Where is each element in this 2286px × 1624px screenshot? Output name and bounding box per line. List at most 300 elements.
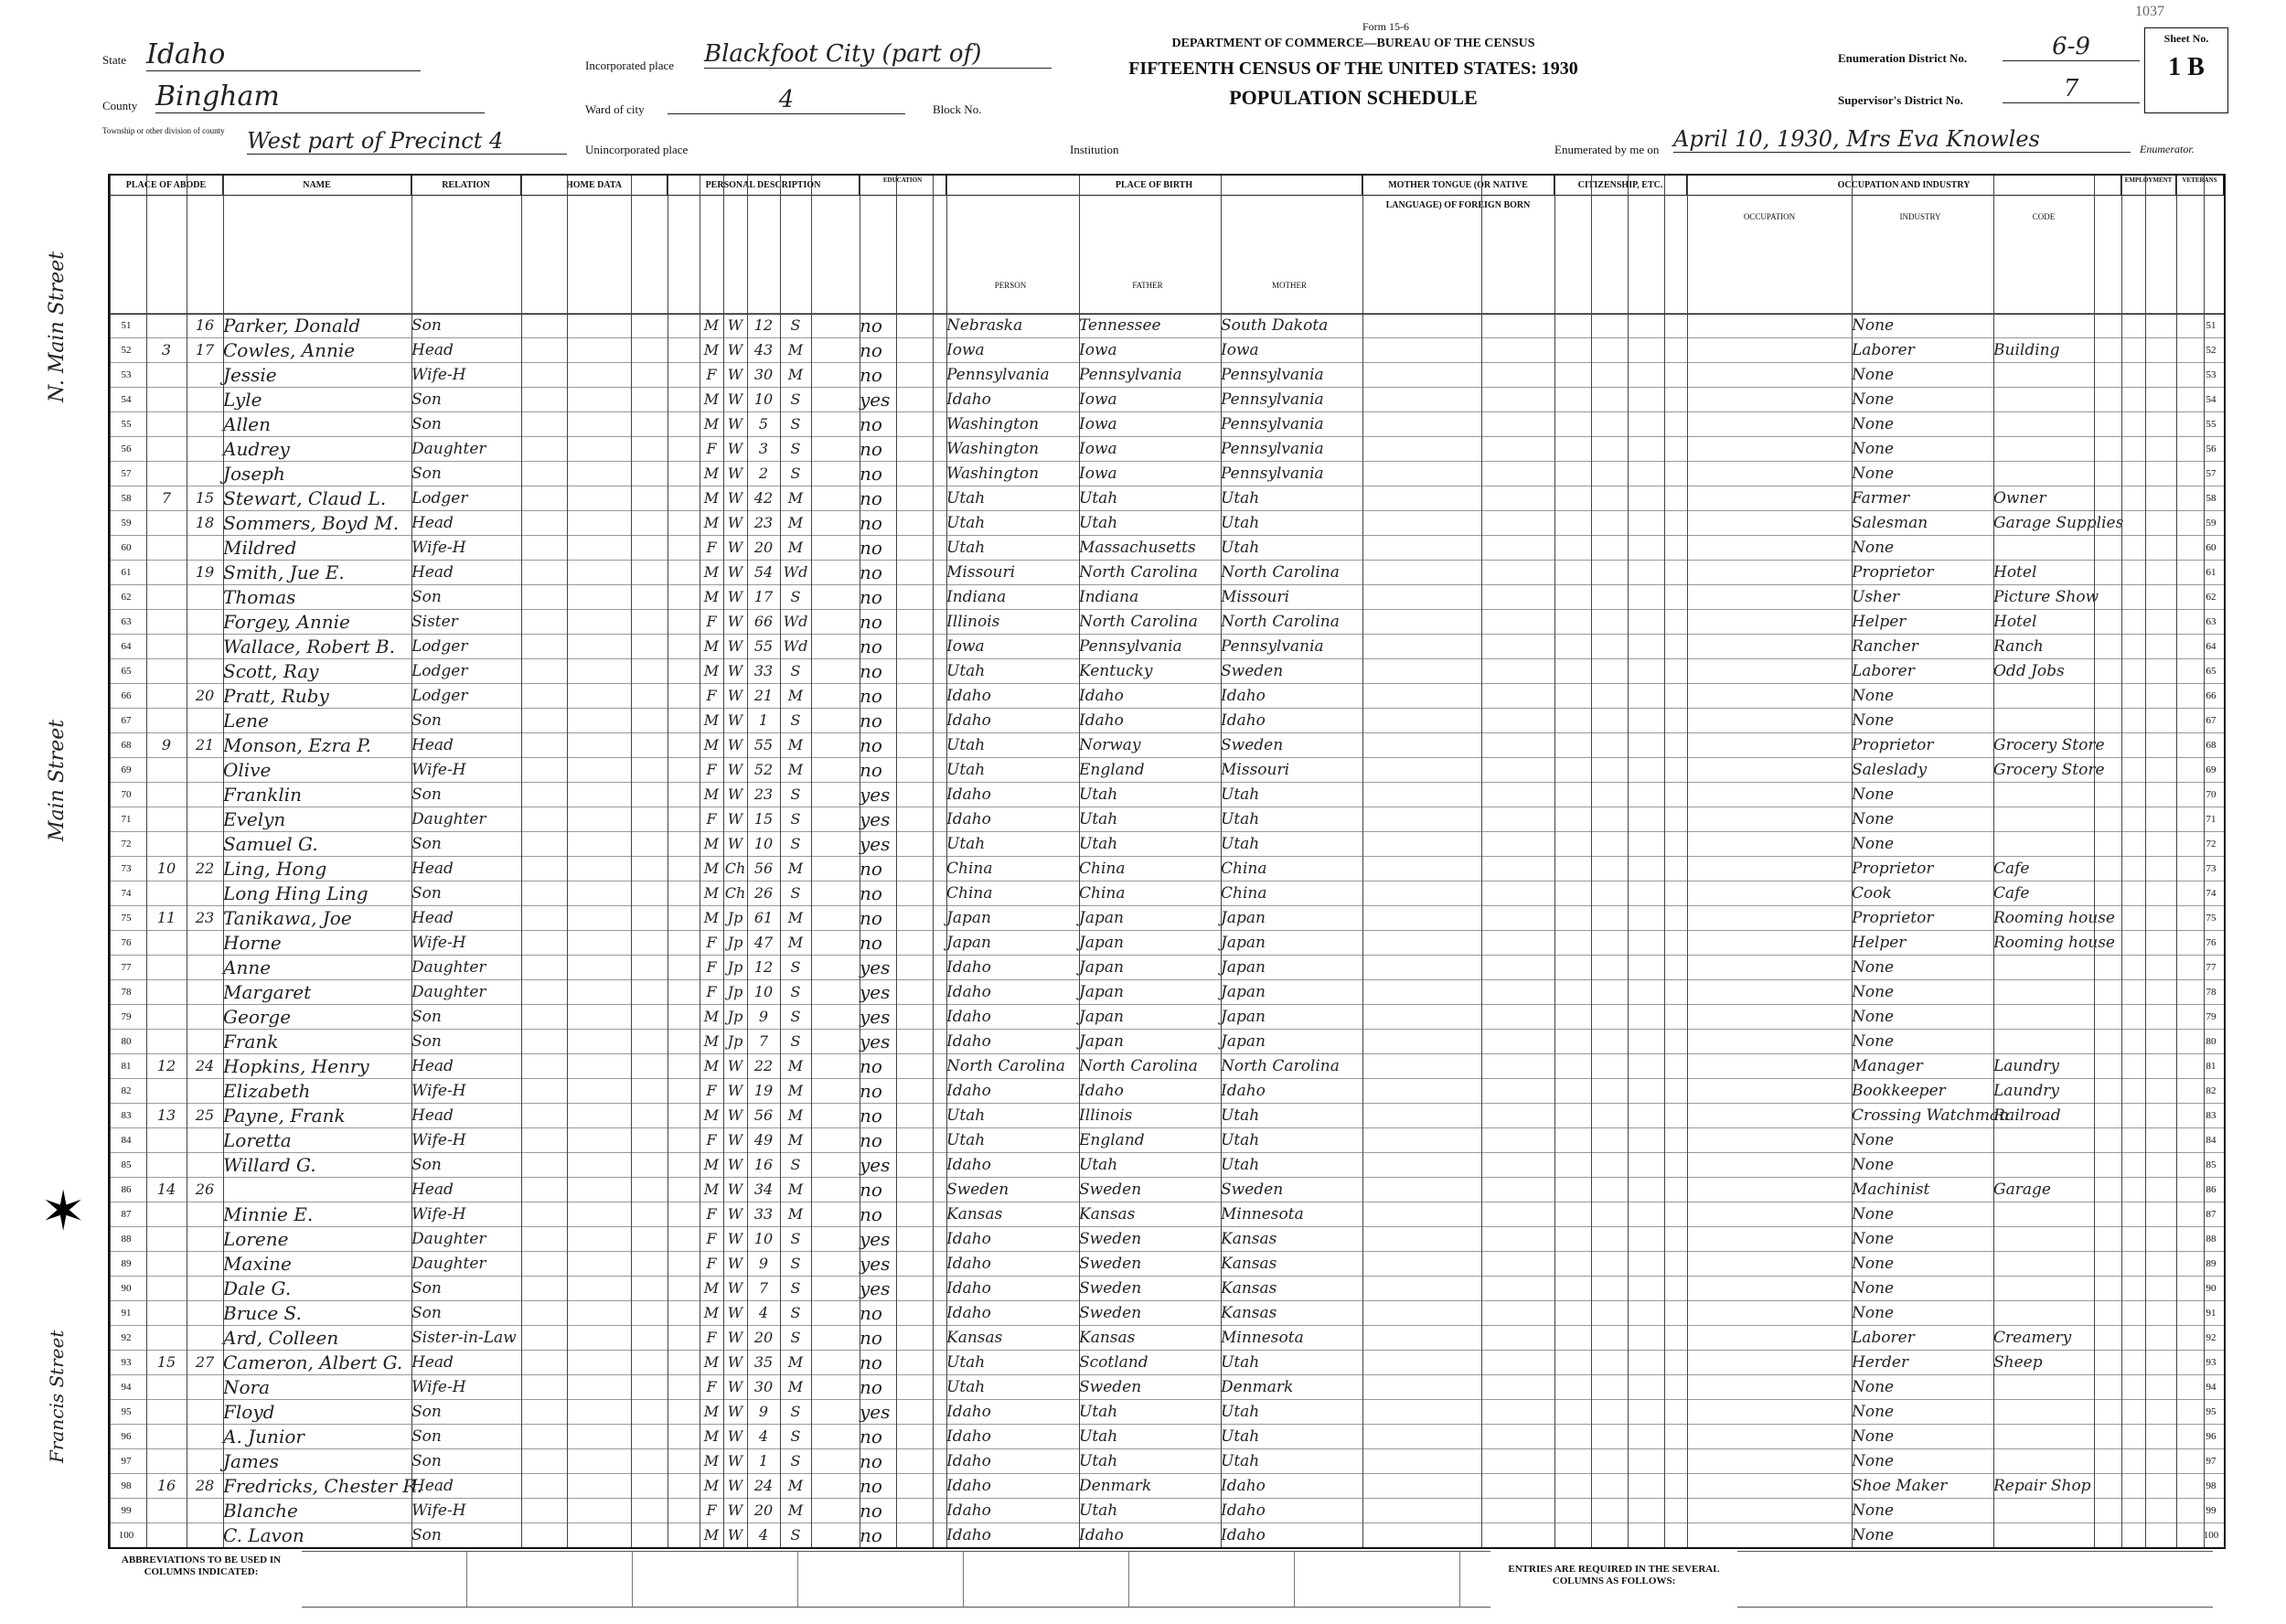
cell-ms: S (790, 440, 801, 457)
cell-ms: S (790, 1008, 801, 1025)
cell-fpob: Illinois (1079, 1106, 1133, 1125)
cell-ms: M (787, 1131, 804, 1149)
group-header: NAME (223, 176, 411, 196)
line-number: 52 (121, 345, 132, 356)
cell-sch: no (860, 1500, 882, 1522)
cell-rel: Son (411, 390, 442, 409)
cell-fpob: Japan (1079, 1032, 1124, 1051)
cell-race: Ch (724, 884, 746, 902)
census-title: FIFTEENTH CENSUS OF THE UNITED STATES: 1930 (1128, 59, 1578, 79)
cell-name: Payne, Frank (223, 1105, 346, 1127)
cell-occ: None (1852, 1156, 1895, 1174)
population-schedule-table (108, 174, 2226, 1549)
cell-ms: S (790, 1032, 801, 1050)
cell-mpob: Pennsylvania (1221, 366, 1324, 384)
cell-age: 2 (758, 465, 769, 482)
cell-fpob: Japan (1079, 934, 1124, 952)
cell-age: 9 (758, 1403, 769, 1420)
cell-race: W (727, 1526, 743, 1544)
cell-age: 1 (758, 1452, 769, 1469)
group-header: HOME DATA (521, 176, 668, 196)
table-row (110, 436, 2224, 461)
cell-occ: None (1852, 1032, 1895, 1051)
table-row (110, 1053, 2224, 1078)
cell-rel: Son (411, 1526, 442, 1544)
block-label: Block No. (933, 102, 982, 116)
cell-sex: F (706, 440, 717, 457)
cell-age: 22 (753, 1057, 774, 1074)
cell-rel: Head (411, 909, 454, 927)
line-number-right: 98 (2206, 1480, 2217, 1491)
cell-race: W (727, 637, 743, 655)
cell-ind: Garage (1993, 1181, 2051, 1199)
cell-ms: M (787, 1057, 804, 1074)
cell-occ: None (1852, 1131, 1895, 1149)
cell-sex: M (703, 1452, 720, 1469)
column-rule (946, 176, 947, 1547)
cell-occ: None (1852, 1378, 1895, 1396)
cell-mpob: Pennsylvania (1221, 390, 1324, 409)
cell-sex: F (706, 366, 717, 383)
cell-rel: Daughter (411, 1230, 486, 1248)
cell-rel: Son (411, 1279, 442, 1298)
cell-mpob: Iowa (1221, 341, 1259, 359)
cell-ms: M (787, 860, 804, 877)
cell-fam: 24 (195, 1057, 215, 1074)
cell-ms: Wd (783, 613, 808, 630)
line-number-right: 87 (2206, 1209, 2217, 1220)
cell-sex: M (703, 662, 720, 679)
supervisor-label: Supervisor's District No. (1838, 93, 1963, 107)
cell-pob: Utah (946, 736, 986, 754)
cell-dw: 16 (156, 1477, 176, 1494)
group-header: EDUCATION (860, 176, 946, 196)
cell-occ: None (1852, 415, 1895, 433)
cell-race: W (727, 440, 743, 457)
cell-rel: Wife-H (411, 1378, 466, 1396)
enumerator-label: Enumerator. (2140, 143, 2195, 155)
table-row (110, 831, 2224, 856)
line-number: 67 (121, 715, 132, 726)
cell-sch: yes (860, 389, 891, 411)
cell-rel: Son (411, 835, 442, 853)
cell-sex: M (703, 785, 720, 803)
cell-age: 23 (753, 514, 774, 531)
cell-fpob: Sweden (1079, 1255, 1142, 1273)
table-row (110, 1498, 2224, 1522)
line-number-right: 67 (2206, 715, 2217, 726)
cell-dw: 15 (156, 1353, 176, 1371)
line-number-right: 93 (2206, 1357, 2217, 1368)
cell-dw: 7 (161, 489, 172, 507)
cell-occ: Laborer (1852, 341, 1915, 359)
column-rule (1554, 176, 1555, 1547)
cell-sex: M (703, 1477, 720, 1494)
cell-race: W (727, 1156, 743, 1173)
cell-ms: S (790, 884, 801, 902)
cell-sch: no (860, 710, 882, 732)
group-header: CITIZENSHIP, ETC. (1554, 176, 1687, 196)
cell-sex: F (706, 539, 717, 556)
cell-ms: S (790, 390, 801, 408)
cell-name: Cameron, Albert G. (223, 1352, 403, 1373)
cell-occ: Proprietor (1852, 909, 1934, 927)
cell-rel: Head (411, 341, 454, 359)
cell-fpob: Scotland (1079, 1353, 1148, 1372)
cell-rel: Son (411, 1156, 442, 1174)
column-rule (1628, 176, 1629, 1547)
cell-sch: no (860, 487, 882, 509)
line-number: 96 (121, 1431, 132, 1442)
cell-name: Jessie (223, 364, 277, 386)
cell-fpob: Iowa (1079, 440, 1117, 458)
cell-mpob: Kansas (1221, 1230, 1277, 1248)
cell-sex: M (703, 514, 720, 531)
cell-fpob: Utah (1079, 785, 1118, 804)
cell-pob: Japan (946, 909, 991, 927)
cell-sex: M (703, 1032, 720, 1050)
entries-note: ENTRIES ARE REQUIRED IN THE SEVERAL COLUMNS AS FOLLOWS: (1508, 1564, 1720, 1587)
enum-district-label: Enumeration District No. (1838, 51, 1968, 65)
cell-dw: 14 (156, 1181, 176, 1198)
cell-ind: Hotel (1993, 563, 2037, 582)
cell-fpob: Utah (1079, 1452, 1118, 1470)
table-row (110, 708, 2224, 732)
cell-pob: Idaho (946, 1082, 991, 1100)
cell-occ: None (1852, 687, 1895, 705)
cell-occ: None (1852, 440, 1895, 458)
cell-name: Long Hing Ling (223, 882, 369, 904)
line-number-right: 60 (2206, 542, 2217, 553)
line-number: 60 (121, 542, 132, 553)
cell-ms: Wd (783, 637, 808, 655)
cell-rel: Son (411, 1304, 442, 1322)
line-number: 70 (121, 789, 132, 800)
cell-age: 61 (753, 909, 774, 926)
table-row (110, 1202, 2224, 1226)
cell-pob: Washington (946, 440, 1040, 458)
cell-rel: Son (411, 1008, 442, 1026)
cell-name: Elizabeth (223, 1080, 311, 1102)
cell-age: 15 (753, 810, 774, 828)
cell-name: Fredricks, Chester R. (223, 1475, 422, 1497)
cell-rel: Wife-H (411, 1205, 466, 1223)
line-number-right: 94 (2206, 1382, 2217, 1393)
cell-sch: no (860, 1352, 882, 1373)
cell-sex: M (703, 637, 720, 655)
cell-mpob: Utah (1221, 1106, 1260, 1125)
cell-sch: no (860, 1055, 882, 1077)
line-number: 75 (121, 913, 132, 924)
cell-rel: Wife-H (411, 1082, 466, 1100)
cell-mpob: Sweden (1221, 736, 1284, 754)
cell-fpob: Japan (1079, 983, 1124, 1001)
cell-mpob: Utah (1221, 1452, 1260, 1470)
cell-sex: M (703, 1279, 720, 1297)
cell-fpob: Japan (1079, 909, 1124, 927)
cell-name: Audrey (223, 438, 290, 460)
unincorporated-label: Unincorporated place (585, 143, 689, 156)
cell-sex: M (703, 1526, 720, 1544)
cell-race: W (727, 687, 743, 704)
cell-occ: Machinist (1852, 1181, 1930, 1199)
line-number-right: 76 (2206, 937, 2217, 948)
cell-name: Blanche (223, 1500, 298, 1522)
cell-race: W (727, 1230, 743, 1247)
cell-occ: Bookkeeper (1852, 1082, 1946, 1100)
table-row (110, 1177, 2224, 1202)
column-rule (1362, 176, 1363, 1547)
cell-mpob: Pennsylvania (1221, 637, 1324, 656)
cell-mpob: Pennsylvania (1221, 465, 1324, 483)
cell-sex: F (706, 613, 717, 630)
cell-sex: M (703, 415, 720, 433)
cell-sex: F (706, 1501, 717, 1519)
cell-ind: Rooming house (1993, 909, 2115, 927)
ward-label: Ward of city (585, 102, 645, 116)
cell-fpob: Idaho (1079, 1526, 1124, 1544)
group-header: MOTHER TONGUE (OR NATIVE LANGUAGE) OF FOREIGN BORN (1362, 176, 1554, 196)
cell-mpob: Utah (1221, 489, 1260, 508)
cell-name: Scott, Ray (223, 660, 319, 682)
cell-age: 24 (753, 1477, 774, 1494)
cell-ind: Creamery (1993, 1329, 2072, 1347)
cell-ms: Wd (783, 563, 808, 581)
cell-occ: None (1852, 835, 1895, 853)
cell-age: 9 (758, 1255, 769, 1272)
cell-ms: M (787, 687, 804, 704)
line-number: 100 (118, 1530, 134, 1541)
cell-pob: Washington (946, 465, 1040, 483)
column-rule (631, 176, 632, 1547)
line-number-right: 69 (2206, 764, 2217, 775)
cell-fpob: Indiana (1079, 588, 1139, 606)
cell-ms: M (787, 934, 804, 951)
cell-occ: Rancher (1852, 637, 1918, 656)
cell-occ: Laborer (1852, 1329, 1915, 1347)
cell-mpob: Japan (1221, 1008, 1266, 1026)
cell-name: Smith, Jue E. (223, 561, 345, 583)
cell-occ: None (1852, 366, 1895, 384)
line-number-right: 96 (2206, 1431, 2217, 1442)
cell-ms: S (790, 1427, 801, 1445)
sheet-label: Sheet No. (2163, 32, 2209, 45)
cell-rel: Son (411, 415, 442, 433)
cell-name: Dale G. (223, 1277, 292, 1299)
line-number-right: 100 (2203, 1530, 2219, 1541)
cell-name: Evelyn (223, 808, 286, 830)
line-number-right: 75 (2206, 913, 2217, 924)
cell-rel: Lodger (411, 489, 468, 508)
cell-sex: M (703, 465, 720, 482)
cell-ms: M (787, 761, 804, 778)
line-number-right: 51 (2206, 320, 2217, 331)
cell-ms: S (790, 711, 801, 729)
cell-ms: M (787, 489, 804, 507)
cell-pob: China (946, 860, 993, 878)
cell-name: Anne (223, 956, 272, 978)
cell-ms: S (790, 1279, 801, 1297)
cell-name: Hopkins, Henry (223, 1055, 369, 1077)
line-number-right: 81 (2206, 1061, 2217, 1072)
cell-sch: no (860, 1203, 882, 1225)
cell-ms: M (787, 1501, 804, 1519)
cell-age: 23 (753, 785, 774, 803)
cell-pob: Utah (946, 761, 986, 779)
line-number-right: 84 (2206, 1135, 2217, 1146)
cell-pob: Idaho (946, 785, 991, 804)
cell-age: 33 (753, 662, 774, 679)
cell-fpob: Iowa (1079, 465, 1117, 483)
cell-name: Lorene (223, 1228, 289, 1250)
cell-pob: North Carolina (946, 1057, 1065, 1075)
cell-sex: F (706, 958, 717, 976)
column-rule (1993, 176, 1994, 1547)
line-number: 85 (121, 1159, 132, 1170)
cell-name: Samuel G. (223, 833, 318, 855)
line-number: 51 (121, 320, 132, 331)
column-rule (1221, 176, 1222, 1547)
table-row (110, 658, 2224, 683)
cell-mpob: North Carolina (1221, 613, 1340, 631)
cell-pob: Utah (946, 489, 986, 508)
cell-name: Olive (223, 759, 272, 781)
group-header: EMPLOYMENT (2121, 176, 2176, 196)
cell-fpob: Idaho (1079, 687, 1124, 705)
cell-pob: Idaho (946, 1032, 991, 1051)
occupation-subheader: OCCUPATION (1743, 212, 1796, 221)
cell-mpob: China (1221, 884, 1267, 903)
cell-fpob: Utah (1079, 835, 1118, 853)
group-header: PLACE OF BIRTH (946, 176, 1362, 196)
cell-fpob: Pennsylvania (1079, 637, 1182, 656)
table-row (110, 1251, 2224, 1276)
cell-rel: Son (411, 465, 442, 483)
line-number-right: 66 (2206, 690, 2217, 701)
line-number: 74 (121, 888, 132, 899)
cell-mpob: Utah (1221, 514, 1260, 532)
cell-race: W (727, 1106, 743, 1124)
cell-race: W (727, 1279, 743, 1297)
cell-rel: Son (411, 711, 442, 730)
cell-sch: no (860, 1129, 882, 1151)
cell-pob: Illinois (946, 613, 1000, 631)
cell-rel: Daughter (411, 810, 486, 828)
cell-occ: Saleslady (1852, 761, 1928, 779)
cell-occ: None (1852, 1304, 1895, 1322)
cell-occ: None (1852, 1255, 1895, 1273)
group-header: VETERANS (2176, 176, 2224, 196)
birth-subheader: PERSON (994, 281, 1027, 290)
cell-ms: M (787, 1353, 804, 1371)
cell-fpob: Iowa (1079, 390, 1117, 409)
line-number: 81 (121, 1061, 132, 1072)
cell-sex: M (703, 563, 720, 581)
cell-ms: M (787, 1106, 804, 1124)
cell-rel: Son (411, 1427, 442, 1446)
cell-mpob: Idaho (1221, 711, 1266, 730)
cell-sex: F (706, 1230, 717, 1247)
cell-rel: Wife-H (411, 761, 466, 779)
cell-pob: Idaho (946, 390, 991, 409)
cell-sex: F (706, 1329, 717, 1346)
cell-age: 35 (753, 1353, 774, 1371)
column-rule (223, 176, 224, 1547)
cell-age: 26 (753, 884, 774, 902)
cell-occ: Herder (1852, 1353, 1909, 1372)
cell-ind: Building (1993, 341, 2060, 359)
cell-fam: 22 (195, 860, 215, 877)
cell-fpob: Denmark (1079, 1477, 1152, 1495)
cell-mpob: Japan (1221, 983, 1266, 1001)
cell-fam: 20 (195, 687, 215, 704)
cell-sch: no (860, 1524, 882, 1546)
cell-sex: M (703, 1427, 720, 1445)
cell-race: W (727, 588, 743, 605)
line-number: 83 (121, 1110, 132, 1121)
cell-mpob: Denmark (1221, 1378, 1294, 1396)
cell-sch: no (860, 1179, 882, 1201)
table-row (110, 1424, 2224, 1448)
cell-sex: F (706, 934, 717, 951)
cell-pob: Idaho (946, 1477, 991, 1495)
line-number-right: 79 (2206, 1011, 2217, 1022)
cell-age: 56 (753, 1106, 774, 1124)
cell-race: W (727, 1082, 743, 1099)
cell-age: 47 (753, 934, 774, 951)
cell-fpob: Kansas (1079, 1329, 1136, 1347)
table-row (110, 486, 2224, 510)
cell-ind: Cafe (1993, 884, 2030, 903)
cell-rel: Head (411, 860, 454, 878)
line-number-right: 52 (2206, 345, 2217, 356)
cell-name: Margaret (223, 981, 312, 1003)
cell-name: Joseph (223, 463, 285, 485)
cell-ms: S (790, 835, 801, 852)
cell-sex: F (706, 1205, 717, 1223)
cell-occ: Salesman (1852, 514, 1928, 532)
cell-fam: 19 (195, 563, 215, 581)
cell-mpob: Utah (1221, 1427, 1260, 1446)
cell-mpob: Utah (1221, 1403, 1260, 1421)
cell-name: Bruce S. (223, 1302, 302, 1324)
line-number-right: 95 (2206, 1406, 2217, 1417)
table-row (110, 881, 2224, 905)
cell-pob: Idaho (946, 1230, 991, 1248)
institution-label: Institution (1070, 143, 1119, 156)
cell-occ: Proprietor (1852, 860, 1934, 878)
cell-fpob: Utah (1079, 810, 1118, 828)
cell-sex: M (703, 711, 720, 729)
cell-fpob: Japan (1079, 1008, 1124, 1026)
table-row (110, 634, 2224, 658)
table-row (110, 1350, 2224, 1374)
cell-age: 30 (753, 366, 774, 383)
cell-sch: no (860, 1450, 882, 1472)
enum-district-value: 6-9 (2003, 33, 2140, 61)
cell-rel: Head (411, 1353, 454, 1372)
ward-value: 4 (668, 86, 905, 114)
table-row (110, 461, 2224, 486)
cell-race: W (727, 1501, 743, 1519)
cell-occ: None (1852, 983, 1895, 1001)
table-row (110, 387, 2224, 411)
cell-pob: Idaho (946, 1501, 991, 1520)
table-row (110, 979, 2224, 1004)
cell-fam: 23 (195, 909, 215, 926)
cell-fam: 21 (195, 736, 215, 753)
table-row (110, 560, 2224, 584)
